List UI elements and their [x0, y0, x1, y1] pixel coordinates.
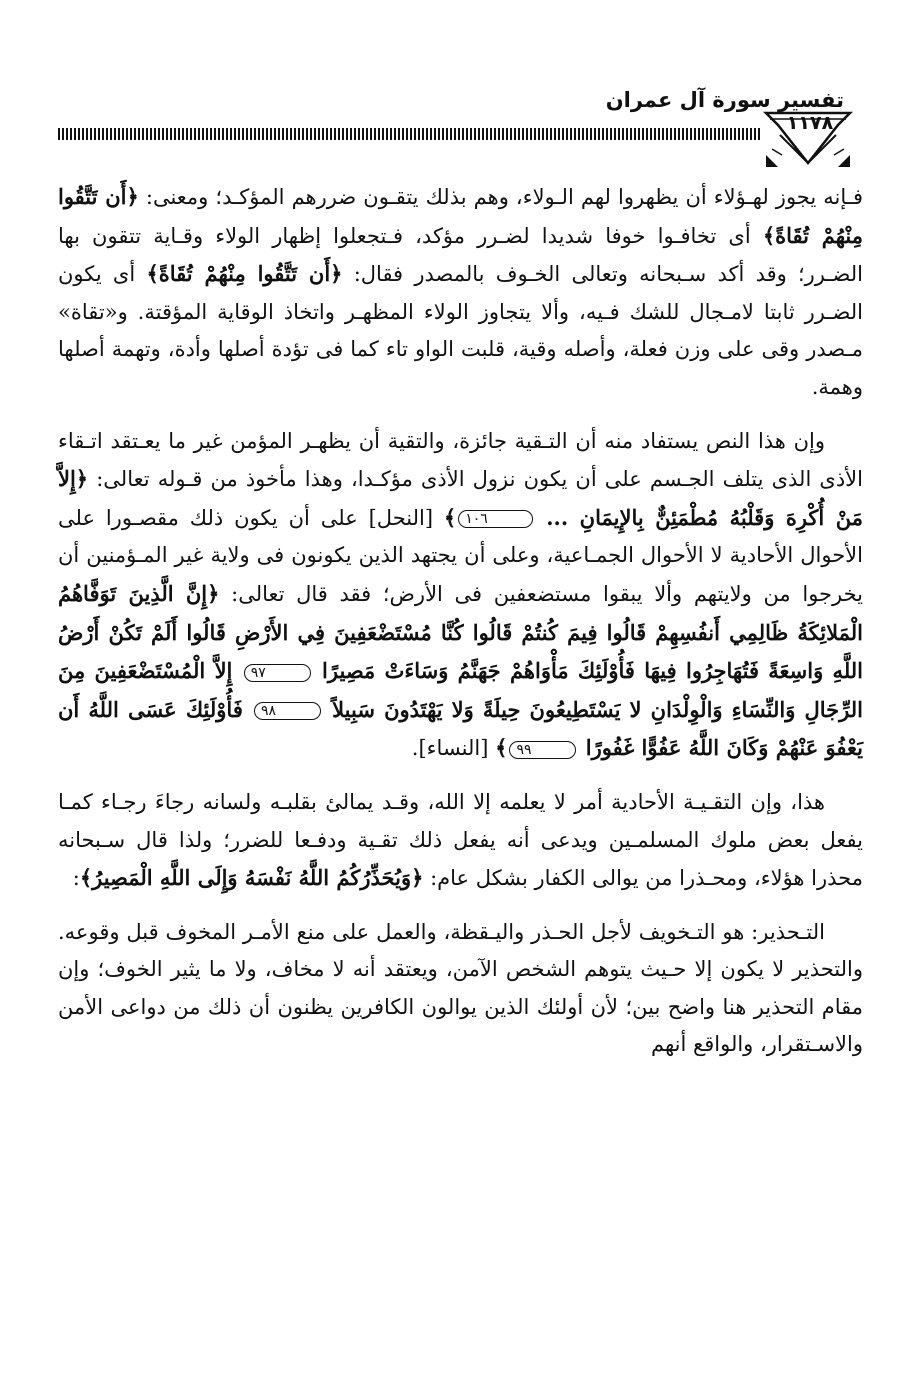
- text-run: هذا، وإن التقـيـة الأحادية أمر لا يعلمه إلا الله، وقـد يمالئ بقلبـه ولسانه رجاءَ رجـاء كمـا يفعل بعض ملوك المسلمـين ويدعى أنه يفعل ذلك تقـية ودفـعا للضرر؛ ولذا قال سـبحانه محذرا هؤلاء، ومحـذرا من يوالى الكفار بشكل عام:: [58, 789, 863, 891]
- text-run: وإن هذا النص يستفاد منه أن التـقية جائزة، والتقية أن يظهـر المؤمن غير ما يعـتقد اتـقاء الأذى الذى يتلف الجـسم على أن يكون نزول الأذى مؤكـدا، وهذا مأخوذ من قـوله تعالى:: [58, 428, 863, 492]
- body-text: [58, 178, 863, 1064]
- ayah-number: ٩٩: [509, 741, 576, 759]
- quran-quote: إِلاَّ الْمُسْتَضْعَفِينَ مِنَ الرِّجَالِ وَالنِّسَاءِ وَالْوِلْدَانِ لا يَسْتَطِيعُونَ حِيلَةً وَلا يَهْتَدُونَ سَبِيلاً: [58, 658, 863, 722]
- text-run: [النساء].: [411, 736, 496, 761]
- text-run: أى يكون الضـرر ثابتا لامـجال للشك فـيه، وألا يتجاوز الولاء المظهـر واتخاذ الوقاية المؤقتة. و«تقاة» مـصدر وقى على وزن فعلة، وأصله وقية، قلبت الواو تاء كما فى تؤدة أصلها وأدة، وتهمة أصلها وهمة.: [58, 262, 863, 399]
- text-run: :: [72, 866, 80, 891]
- paragraph: [58, 178, 863, 407]
- ayah-number: ٩٧: [244, 664, 311, 682]
- text-run: فـإنه يجوز لهـؤلاء أن يظهروا لهم الـولاء، وهم بذلك يتقـون ضررهم المؤكـد؛ ومعنى:: [138, 185, 863, 209]
- quran-quote: ﴾: [443, 504, 457, 530]
- quran-quote: ﴾: [495, 735, 508, 761]
- header-rule: [58, 126, 762, 142]
- quran-quote: ﴿أَن تَتَّقُوا مِنْهُمْ تُقَاةً﴾: [146, 261, 343, 287]
- paragraph: [58, 784, 863, 898]
- paragraph: [58, 914, 863, 1064]
- quran-quote: ﴿وَيُحَذِّرُكُمُ اللَّهُ نَفْسَهُ وَإِلَى اللَّهِ الْمَصِيرُ﴾: [79, 865, 424, 891]
- ayah-number: ١٠٦: [458, 510, 533, 528]
- quran-quote: ﴿إِنَّ الَّذِينَ تَوَفَّاهُمُ الْمَلائِكَةُ ظَالِمِي أَنفُسِهِمْ قَالُوا فِيمَ كُنتُمْ قَالُوا كُنَّا مُسْتَضْعَفِينَ فِي الأَرْضِ قَالُوا أَلَمْ تَكُنْ أَرْضُ اللَّهِ وَاسِعَةً فَتُهَاجِرُوا فِيهَا فَأُوْلَئِكَ مَأْوَاهُمْ جَهَنَّمُ وَسَاءَتْ مَصِيرًا: [58, 580, 864, 684]
- ayah-number: ٩٨: [254, 702, 321, 720]
- text-run: [النحل] على أن يكون ذلك مقصـورا على الأحوال الأحادية لا الأحوال الجمـاعية، وعلى أن يجتهد الذين يكونون فى ولاية غير المـؤمنين أن يخرجوا من ولايتهم وألا يبقوا مستضعفين فى الأرض؛ فقد قال تعالى:: [58, 505, 864, 606]
- quran-quote: ﴿إِلاَّ مَنْ أُكْرِهَ وَقَلْبُهُ مُطْمَئِنٌّ بِالإِيمَانِ ...: [58, 466, 863, 530]
- paragraph: [58, 423, 863, 768]
- text-run: التـحذير: هو التـخويف لأجل الحـذر واليـقظة، والعمل على منع الأمـر المخوف قبل وقوعه. والتحذير لا يكون إلا حـيث يتوهم الشخص الآمن، ويعتقد أنه لا مخاف، ولا ما يثير الخوف؛ وإن مقام التحذير هنا واضح بين؛ لأن أولئك الذين يوالون الكافرين يظنون أن ذلك من دواعى الأمن والاسـتقرار، والواقع أنهم: [58, 919, 863, 1057]
- page-number: ١١٧٨: [786, 112, 834, 134]
- quran-quote: فَأُوْلَئِكَ عَسَى اللَّهُ أَن يَعْفُوَ عَنْهُمْ وَكَانَ اللَّهُ عَفُوًّا غَفُورًا: [58, 696, 863, 761]
- text-run: أى تخافـوا خوفا شديدا لضـرر مؤكد، فـتجعلوا إظهار الولاء وقـاية تتقون بها الضـرر؛ وقد أكد سـبحانه وتعالى الخـوف بالمصدر فقال:: [58, 223, 863, 287]
- surah-title: تفسير سورة آل عمران: [605, 88, 844, 112]
- quran-quote: ﴿أَن تَتَّقُوا مِنْهُمْ تُقَاةً﴾: [58, 184, 863, 248]
